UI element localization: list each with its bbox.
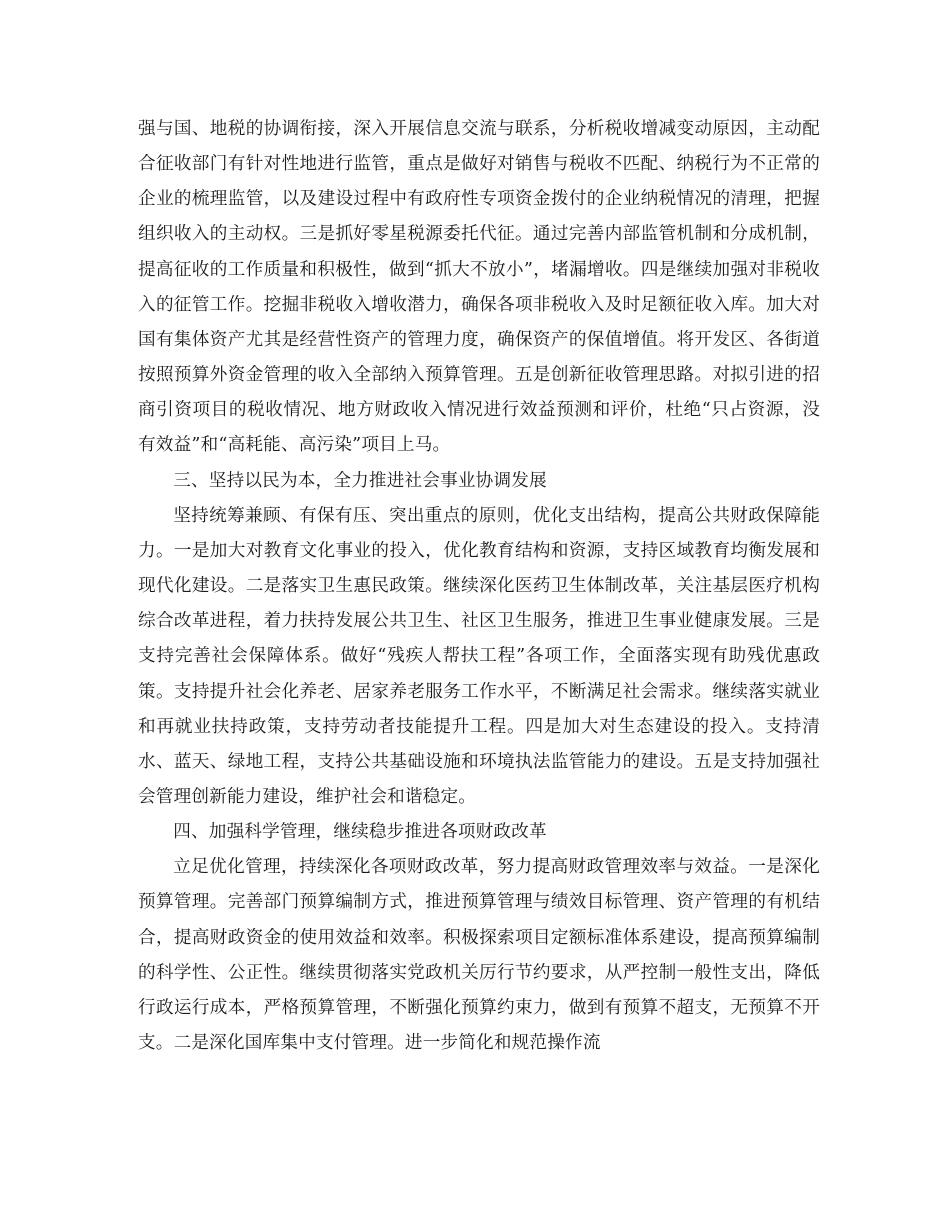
section-heading: 三、坚持以民为本，全力推进社会事业协调发展 <box>173 470 547 491</box>
body-paragraph: 坚持统筹兼顾、有保有压、突出重点的原则，优化支出结构，提高公共财政保障能力。一是加大对教育文化事业的投入，优化教育结构和资源，支持区域教育均衡发展和现代化建设。二是落实卫生惠民政策。继续深化医药卫生体制改革，关注基层医疗机构综合改革进程，着力扶持发展公共卫生、社区卫生服务，推进卫生事业健康发展。三是支持完善社会保障体系。做好“残疾人帮扶工程”各项工作，全面落实现有助残优惠政策。支持提升社会化养老、居家养老服务工作水平，不断满足社会需求。继续落实就业和再就业扶持政策，支持劳动者技能提升工程。四是加大对生态建设的投入。支持清水、蓝天、绿地工程，支持公共基础设施和环境执法监管能力的建设。五是支持加强社会管理创新能力建设，维护社会和谐稳定。 <box>138 505 820 807</box>
body-paragraph: 强与国、地税的协调衔接，深入开展信息交流与联系，分析税收增减变动原因，主动配合征收部门有针对性地进行监管，重点是做好对销售与税收不匹配、纳税行为不正常的企业的梳理监管，以及建设过程中有政府性专项资金拨付的企业纳税情况的清理，把握组织收入的主动权。三是抓好零星税源委托代征。通过完善内部监管机制和分成机制，提高征收的工作质量和积极性，做到“抓大不放小”，堵漏增收。四是继续加强对非税收入的征管工作。挖掘非税收入增收潜力，确保各项非税收入及时足额征收入库。加大对国有集体资产尤其是经营性资产的管理力度，确保资产的保值增值。将开发区、各街道按照预算外资金管理的收入全部纳入预算管理。五是创新征收管理思路。对拟引进的招商引资项目的税收情况、地方财政收入情况进行效益预测和评价，杜绝“只占资源，没有效益”和“高耗能、高污染”项目上马。 <box>138 119 820 456</box>
document-page <box>138 112 820 1061</box>
section-heading: 四、加强科学管理，继续稳步推进各项财政改革 <box>173 822 547 843</box>
body-paragraph: 立足优化管理，持续深化各项财政改革，努力提高财政管理效率与效益。一是深化预算管理。完善部门预算编制方式，推进预算管理与绩效目标管理、资产管理的有机结合，提高财政资金的使用效益和效率。积极探索项目定额标准体系建设，提高预算编制的科学性、公正性。继续贯彻落实党政机关厉行节约要求，从严控制一般性支出，降低行政运行成本，严格预算管理，不断强化预算约束力，做到有预算不超支，无预算不开支。二是深化国库集中支付管理。进一步简化和规范操作流 <box>138 857 820 1054</box>
